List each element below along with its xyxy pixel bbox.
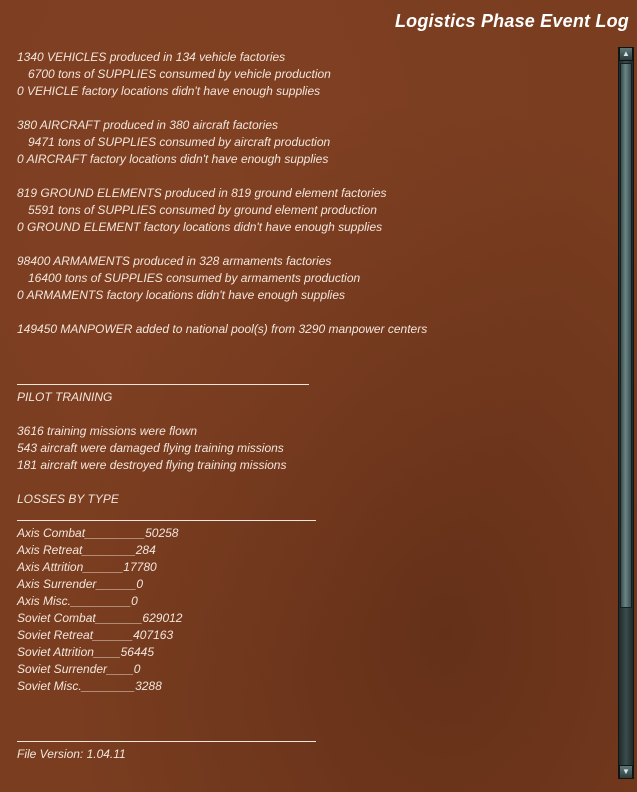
ground-produced: 819 GROUND ELEMENTS produced in 819 ground element factories [17, 186, 387, 200]
training-damaged: 543 aircraft were damaged flying training missions [17, 441, 284, 455]
file-version: File Version: 1.04.11 [17, 747, 126, 761]
scroll-down-arrow-icon[interactable]: ▼ [619, 765, 633, 779]
loss-row: Axis Combat_________50258 [17, 526, 179, 540]
event-log [17, 49, 612, 763]
vehicles-supplies: 6700 tons of SUPPLIES consumed by vehicle production [28, 67, 331, 81]
aircraft-shortage: 0 AIRCRAFT factory locations didn't have enough supplies [17, 152, 329, 166]
divider [17, 372, 612, 389]
loss-row: Soviet Surrender____0 [17, 662, 141, 676]
losses-heading: LOSSES BY TYPE [17, 492, 119, 506]
scroll-up-arrow-icon[interactable]: ▲ [619, 47, 633, 61]
divider [17, 729, 612, 746]
armaments-shortage: 0 ARMAMENTS factory locations didn't have enough supplies [17, 288, 346, 302]
loss-row: Axis Misc._________0 [17, 594, 138, 608]
vertical-scrollbar[interactable] [618, 47, 634, 779]
vehicles-shortage: 0 VEHICLE factory locations didn't have enough supplies [17, 84, 321, 98]
vehicles-produced: 1340 VEHICLES produced in 134 vehicle factories [17, 50, 286, 64]
training-missions: 3616 training missions were flown [17, 424, 198, 438]
aircraft-supplies: 9471 tons of SUPPLIES consumed by aircraft production [28, 135, 331, 149]
loss-row: Soviet Attrition____56445 [17, 645, 154, 659]
pilot-training-heading: PILOT TRAINING [17, 390, 113, 404]
ground-shortage: 0 GROUND ELEMENT factory locations didn't have enough supplies [17, 220, 383, 234]
scroll-thumb[interactable] [620, 63, 632, 608]
loss-row: Axis Retreat________284 [17, 543, 156, 557]
loss-row: Soviet Retreat______407163 [17, 628, 174, 642]
ground-supplies: 5591 tons of SUPPLIES consumed by ground element production [28, 203, 377, 217]
loss-row: Axis Surrender______0 [17, 577, 144, 591]
divider [17, 508, 612, 525]
loss-row: Axis Attrition______17780 [17, 560, 157, 574]
armaments-supplies: 16400 tons of SUPPLIES consumed by armaments production [28, 271, 361, 285]
loss-row: Soviet Combat_______629012 [17, 611, 183, 625]
window-title: Logistics Phase Event Log [394, 11, 629, 31]
armaments-produced: 98400 ARMAMENTS produced in 328 armaments factories [17, 254, 332, 268]
manpower-added: 149450 MANPOWER added to national pool(s) from 3290 manpower centers [17, 322, 428, 336]
aircraft-produced: 380 AIRCRAFT produced in 380 aircraft factories [17, 118, 279, 132]
loss-row: Soviet Misc.________3288 [17, 679, 162, 693]
training-destroyed: 181 aircraft were destroyed flying training missions [17, 458, 287, 472]
